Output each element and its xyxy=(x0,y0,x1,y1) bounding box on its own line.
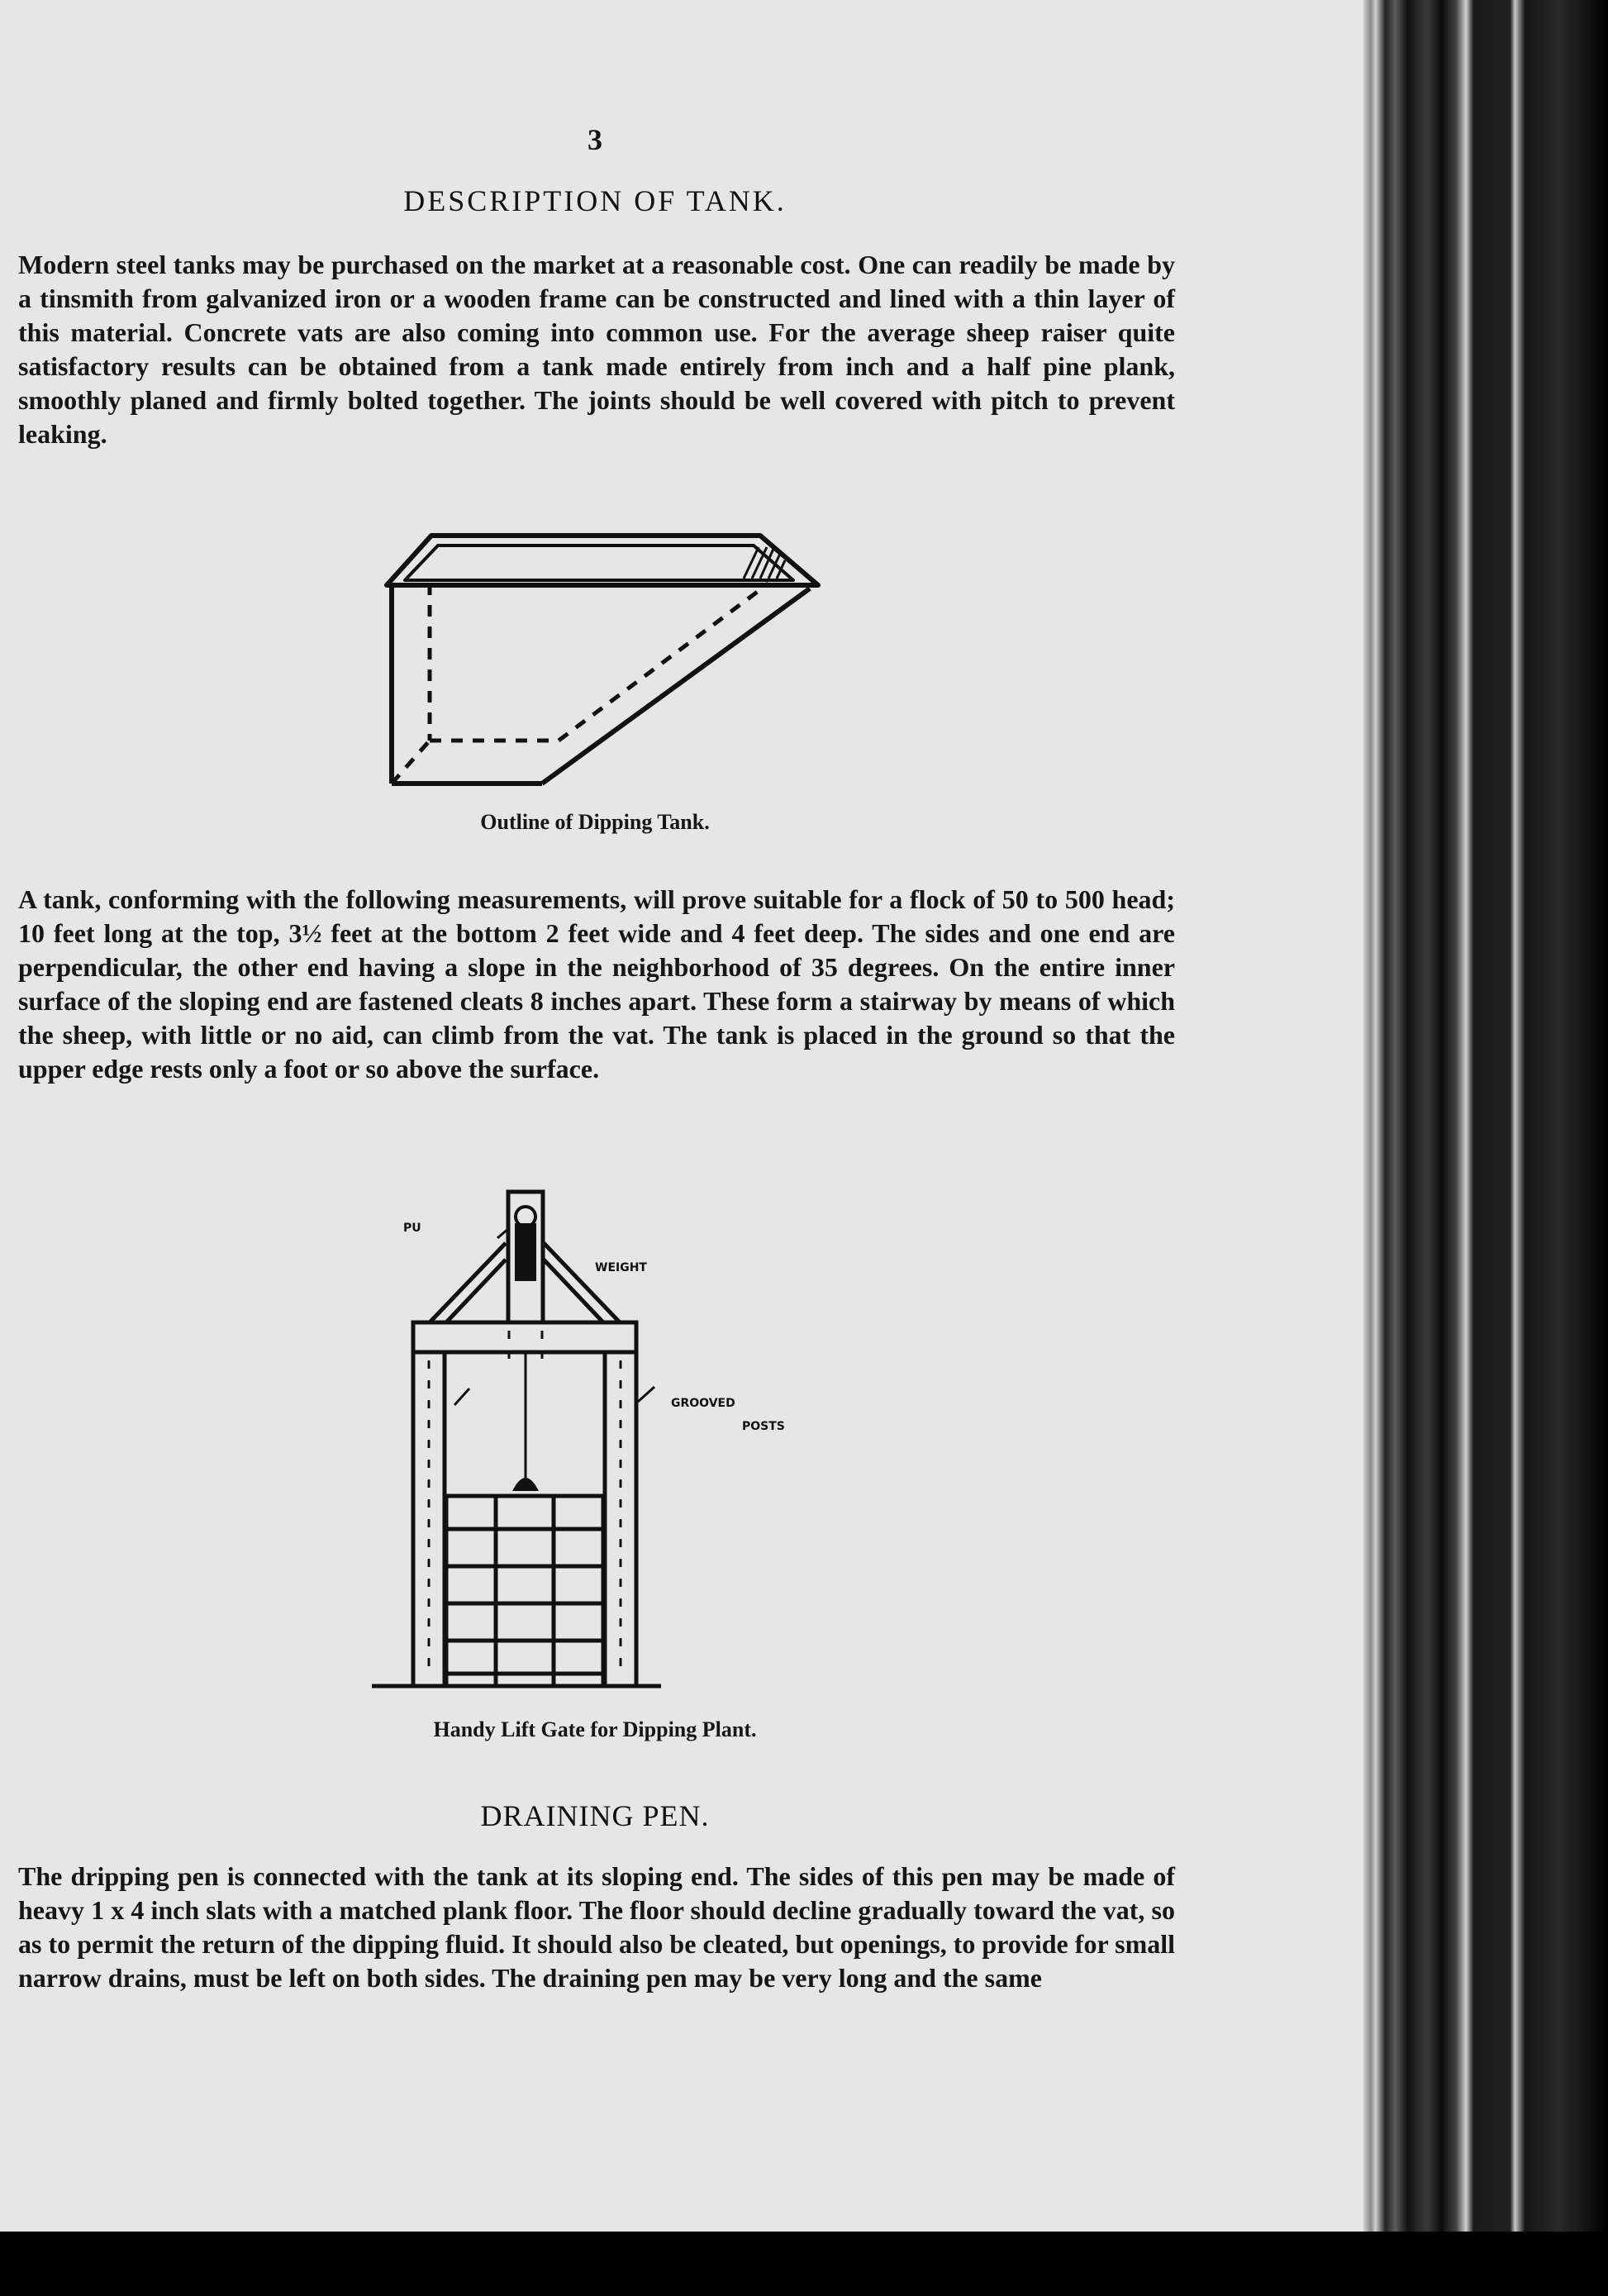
label-grooved: GROOVED xyxy=(671,1397,735,1410)
book-spine-edge xyxy=(1363,0,1608,2296)
figure-caption-tank: Outline of Dipping Tank. xyxy=(480,810,710,834)
paragraph-tank-measurements: A tank, conforming with the following measurements, will prove suitable for a flock of 50 to 500 head; 10 feet long at the top, 3½ feet at the bottom 2 feet wide and 4 feet deep. The sides and one end are perpendicular, the other end having a slope in the neighborhood of 35 degrees. On the entire inner surface of the sloping end are fastened cleats 8 inches apart. These form a stairway by means of which the sheep, with little or no aid, can climb from the vat. The tank is placed in the ground so that the upper edge rests only a foot or so above the surface. xyxy=(18,884,1175,1084)
paragraph-draining-pen: The dripping pen is connected with the tank at its sloping end. The sides of this pen may be made of heavy 1 x 4 inch slats with a matched plank floor. The floor should decline gradually toward the vat, so as to permit the return of the dipping fluid. It should also be cleated, but openings, to provide for small narrow drains, must be left on both sides. The draining pen may be very long and the same xyxy=(18,1861,1175,1993)
section-heading-tank: DESCRIPTION OF TANK. xyxy=(403,184,787,217)
section-heading-draining-pen: DRAINING PEN. xyxy=(480,1799,710,1832)
lift-gate-diagram xyxy=(364,1174,859,1703)
figure-caption-gate: Handy Lift Gate for Dipping Plant. xyxy=(433,1717,757,1741)
dipping-tank-diagram xyxy=(380,521,826,793)
label-posts: POSTS xyxy=(742,1420,785,1433)
label-pulley: PU xyxy=(403,1222,421,1235)
label-weight: WEIGHT xyxy=(595,1261,647,1274)
paragraph-tank-description: Modern steel tanks may be purchased on the market at a reasonable cost. One can readily be made by a tinsmith from galvanized iron or a wooden frame can be constructed and lined with a thin layer of this material. Concrete vats are also coming into common use. For the average sheep raiser quite satisfactory results can be obtained from a tank made entirely from inch and a half pine plank, smoothly planed and firmly bolted together. The joints should be well covered with pitch to prevent leaking. xyxy=(18,250,1175,449)
scan-bottom-edge xyxy=(0,2232,1608,2296)
page-number: 3 xyxy=(588,123,602,156)
